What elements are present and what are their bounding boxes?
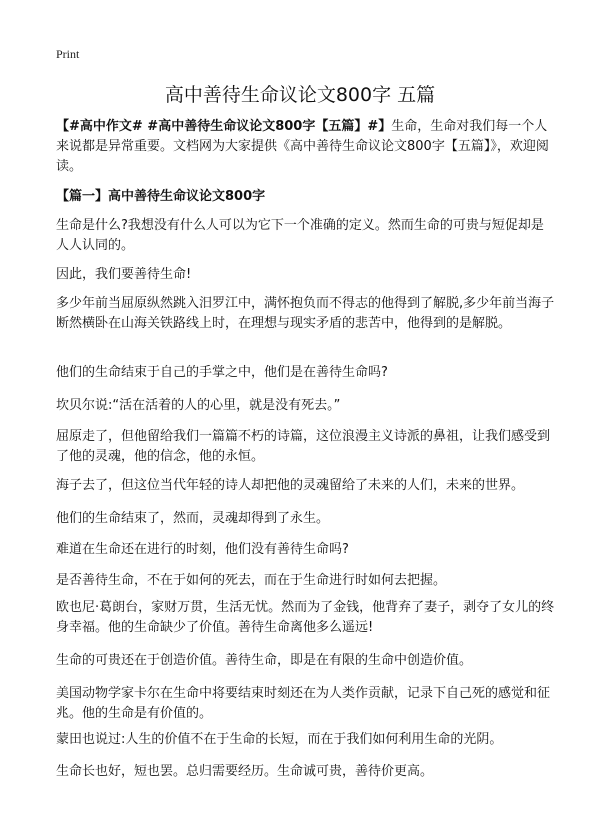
paragraph: 生命长也好，短也罢。总归需要经历。生命诚可贵，善待价更高。 <box>56 764 434 779</box>
paragraph: 美国动物学家卡尔在生命中将要结束时刻还在为人类作贡献，记录下自己死的感觉和征兆。他的生命是有价值的。 <box>56 686 551 721</box>
intro-bold-prefix: 【#高中作文# #高中善待生命议论文800字【五篇】#】 <box>56 119 392 134</box>
section-heading: 【篇一】高中善待生命议论文800字 <box>56 189 266 204</box>
paragraph: 海子去了，但这位当代年轻的诗人却把他的灵魂留给了未来的人们，未来的世界。 <box>56 478 525 493</box>
paragraph: 生命是什么?我想没有什么人可以为它下一个准确的定义。然而生命的可贵与短促却是人人认同的。 <box>56 218 544 253</box>
intro-text: 生命，生命对我们每一个人来说都是异常重要。文档网为大家提供《高中善待生命议论文800字【五篇】》，欢迎阅读。 <box>56 119 549 174</box>
paragraph: 生命的可贵还在于创造价值。善待生命，即是在有限的生命中创造价值。 <box>56 653 473 668</box>
document-title: 高中善待生命议论文800字 五篇 <box>164 84 436 106</box>
paragraph: 他们的生命结束了，然而，灵魂却得到了永生。 <box>56 511 330 526</box>
paragraph: 屈原走了，但他留给我们一篇篇不朽的诗篇，这位浪漫主义诗派的鼻祖，让我们感受到了他的灵魂，他的信念，他的永恒。 <box>56 429 551 464</box>
paragraph: 欧也尼·葛朗台，家财万贯，生活无忧。然而为了金钱，他背弃了妻子，剥夺了女儿的终身幸福。他的生命缺少了价值。善待生命离他多么遥远! <box>56 600 555 635</box>
intro-paragraph <box>56 117 552 177</box>
paragraph: 因此，我们要善待生命! <box>56 267 192 282</box>
print-label: Print <box>56 47 80 61</box>
paragraph: 多少年前当屈原纵然跳入汨罗江中，满怀抱负而不得志的他得到了解脱,多少年前当海子断然横卧在山海关铁路线上时，在理想与现实矛盾的悲苦中，他得到的是解脱。 <box>56 296 555 331</box>
paragraph: 他们的生命结束于自己的手掌之中，他们是在善待生命吗? <box>56 365 388 380</box>
paragraph: 难道在生命还在进行的时刻，他们没有善待生命吗? <box>56 542 349 557</box>
paragraph: 坎贝尔说:“活在活着的人的心里，就是没有死去。” <box>56 398 341 413</box>
paragraph: 是否善待生命，不在于如何的死去，而在于生命进行时如何去把握。 <box>56 573 447 588</box>
paragraph: 蒙田也说过:人生的价值不在于生命的长短，而在于我们如何利用生命的光阴。 <box>56 732 503 747</box>
